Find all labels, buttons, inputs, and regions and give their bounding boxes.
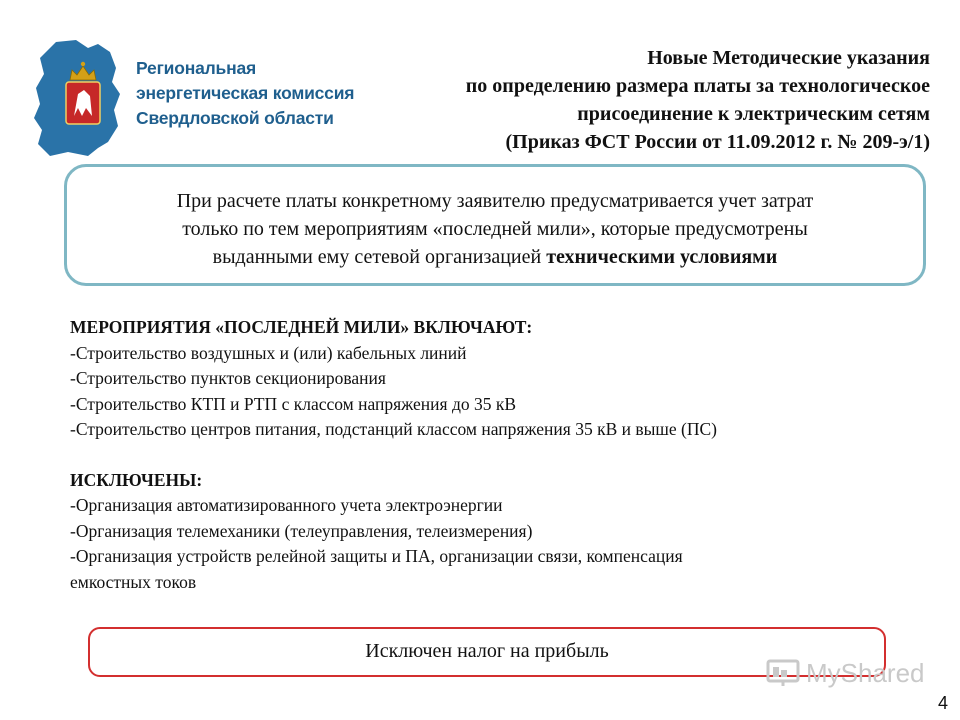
watermark (766, 655, 926, 691)
logo-line-2: энергетическая комиссия (136, 83, 355, 103)
title-line-2: по определению размера платы за технологическое (465, 75, 930, 97)
note-line-3-bold: техническими условиями (546, 246, 778, 268)
page-number: 4 (937, 693, 948, 713)
slide-title (350, 44, 930, 156)
included-item: -Строительство пунктов секционирования (70, 368, 386, 388)
title-line-3: присоединение к электрическим сетям (577, 103, 930, 125)
included-item: -Строительство центров питания, подстанций классом напряжения 35 кВ и выше (ПС) (70, 419, 717, 439)
rek-logo (28, 38, 368, 158)
title-line-1: Новые Методические указания (647, 47, 930, 69)
excluded-heading: ИСКЛЮЧЕНЫ: (70, 469, 203, 490)
logo-title (136, 56, 376, 131)
included-item: -Строительство КТП и РТП с классом напряжения до 35 кВ (70, 393, 517, 414)
excluded-item: -Организация устройств релейной защиты и ПА, организации связи, компенсация (70, 546, 683, 566)
included-item: -Строительство воздушных и (или) кабельных линий (70, 342, 467, 363)
watermark-text: MyShared (806, 658, 925, 688)
excluded-item: -Организация автоматизированного учета электроэнергии (70, 495, 503, 515)
note-line-1: При расчете платы конкретному заявителю предусматривается учет затрат (176, 190, 814, 212)
logo-line-3: Свердловской области (136, 108, 334, 128)
title-line-4: (Приказ ФСТ России от 11.09.2012 г. № 209-э/1) (505, 131, 930, 153)
sverdlovsk-region-map-emblem (28, 38, 138, 158)
included-heading: МЕРОПРИЯТИЯ «ПОСЛЕДНЕЙ МИЛИ» ВКЛЮЧАЮТ: (70, 317, 533, 337)
excluded-item: -Организация телемеханики (телеуправления, телеизмерения) (70, 520, 533, 541)
tax-excluded-box: Исключен налог на прибыль (88, 627, 886, 677)
logo-line-1: Региональная (136, 58, 256, 78)
calculation-note-box (64, 164, 926, 286)
excluded-item: емкостных токов (70, 571, 197, 592)
measures-list (70, 315, 920, 595)
presentation-icon (766, 657, 800, 687)
spacer (70, 443, 920, 468)
note-line-3 (67, 243, 923, 271)
note-line-2: только по тем мероприятиям «последней мили», которые предусмотрены (182, 218, 808, 240)
note-line-3-text: выданными ему сетевой организацией (212, 246, 547, 268)
